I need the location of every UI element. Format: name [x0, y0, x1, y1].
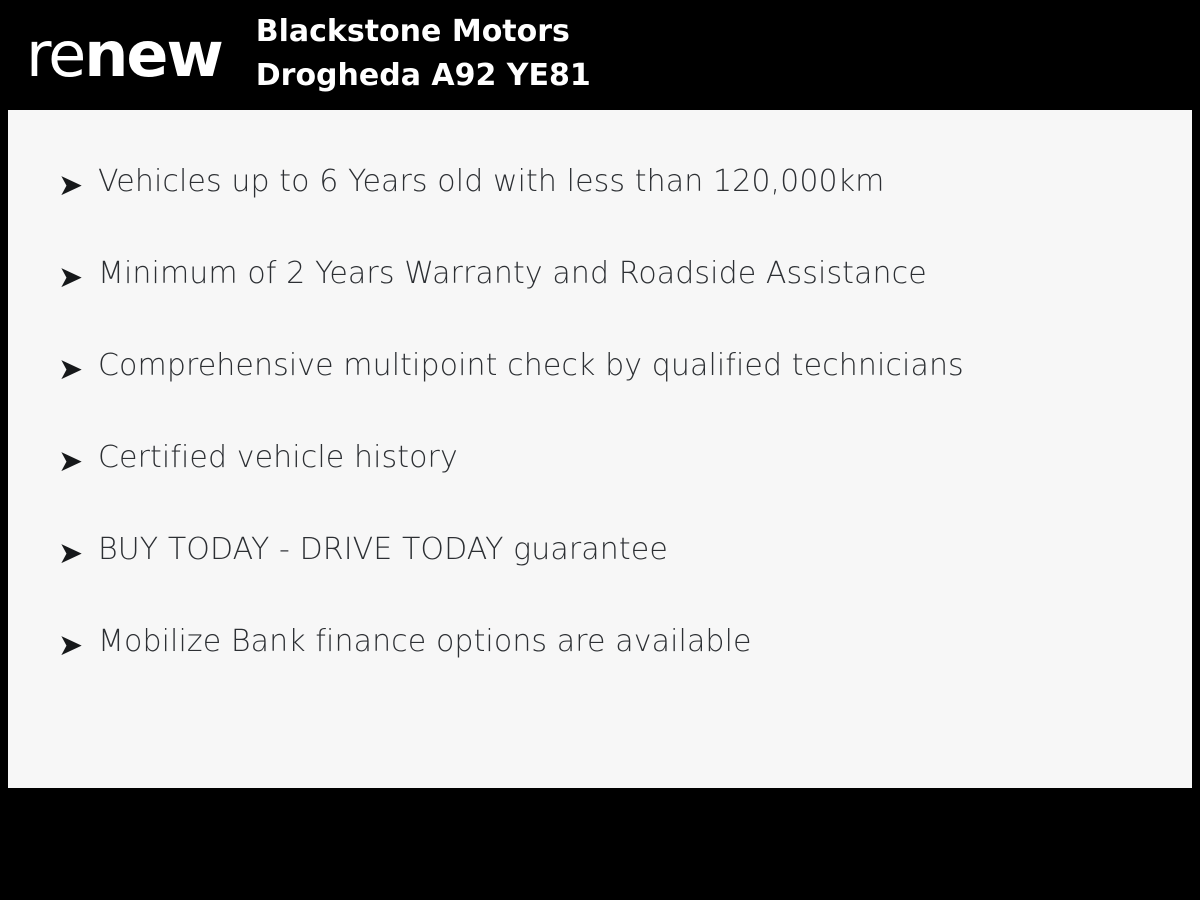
list-item: [58, 530, 1168, 622]
arrow-right-icon: ➤: [58, 261, 84, 294]
list-item: [58, 162, 1168, 254]
list-item: [58, 254, 1168, 346]
arrow-right-icon: ➤: [58, 445, 84, 478]
list-item: [58, 346, 1168, 438]
list-item-label: Minimum of 2 Years Warranty and Roadside Assistance: [98, 256, 927, 291]
arrow-right-icon: ➤: [58, 537, 84, 570]
list-item-label: Comprehensive multipoint check by qualified technicians: [98, 348, 964, 383]
dealer-name: Blackstone Motors: [255, 14, 570, 49]
list-item-label: Vehicles up to 6 Years old with less than 120,000km: [98, 164, 885, 199]
list-item-label: Certified vehicle history: [98, 440, 458, 475]
logo-text-re: re: [26, 18, 85, 91]
arrow-right-icon: ➤: [58, 169, 84, 202]
benefits-panel: [8, 110, 1192, 788]
list-item: [58, 438, 1168, 530]
arrow-right-icon: ➤: [58, 629, 84, 662]
list-item: [58, 622, 1168, 714]
arrow-right-icon: ➤: [58, 353, 84, 386]
header-bar: [0, 0, 1200, 108]
logo-wordmark: [26, 18, 222, 91]
dealer-info: [256, 10, 591, 98]
list-item-label: BUY TODAY - DRIVE TODAY guarantee: [98, 532, 668, 567]
dealer-location: Drogheda A92 YE81: [255, 58, 591, 93]
renew-logo: [26, 20, 222, 90]
list-item-label: Mobilize Bank finance options are available: [98, 624, 752, 659]
logo-text-new: new: [84, 18, 222, 91]
benefits-list: [58, 162, 1168, 714]
